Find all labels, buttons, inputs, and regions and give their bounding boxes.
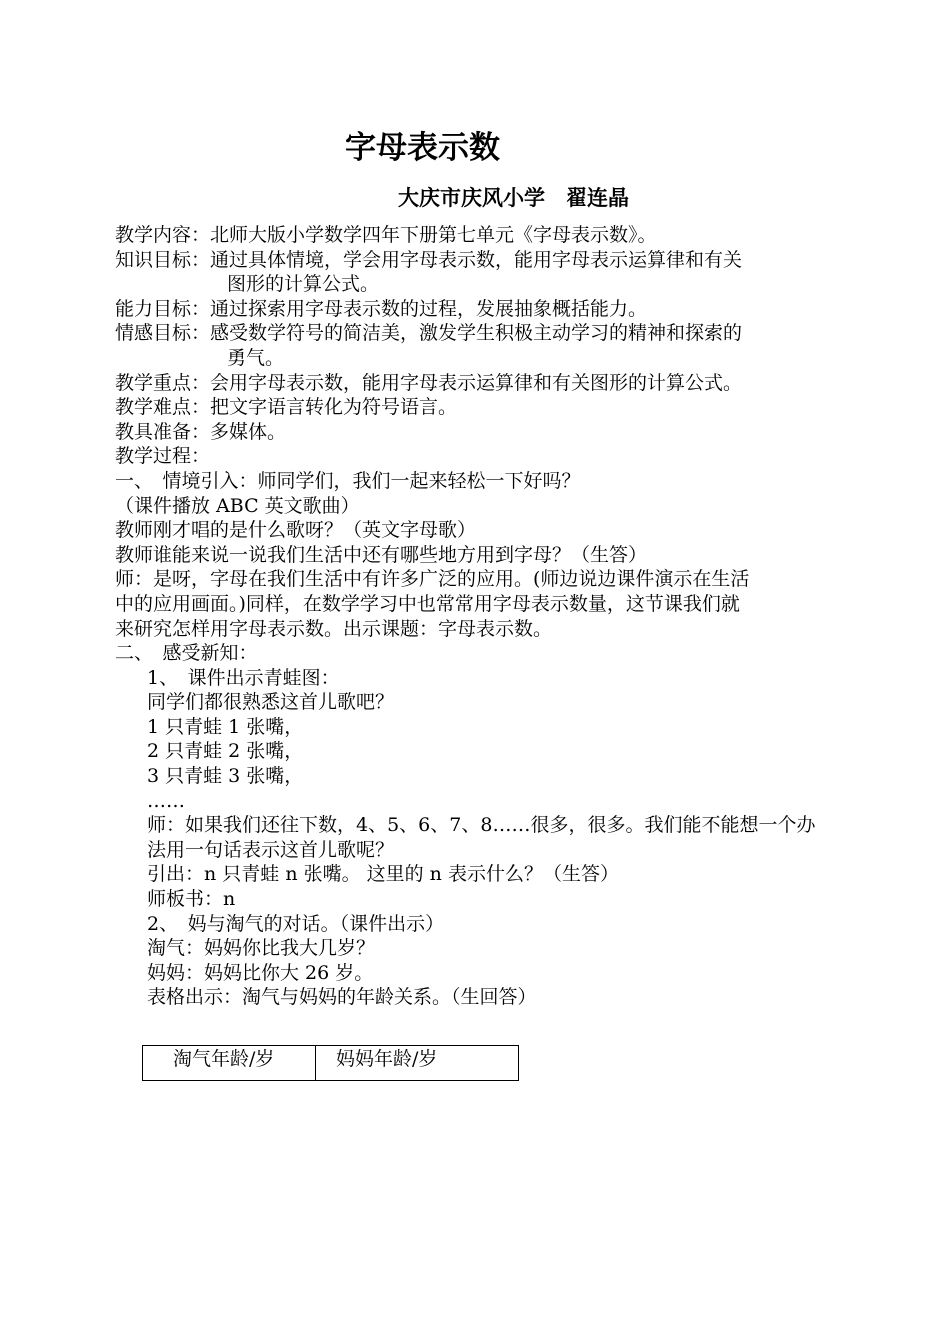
text-line: 引出：n 只青蛙 n 张嘴。 这里的 n 表示什么？（生答） bbox=[147, 863, 619, 886]
document-body bbox=[115, 223, 840, 1010]
text-line: 知识目标：通过具体情境，学会用字母表示数，能用字母表示运算律和有关 bbox=[115, 248, 743, 271]
text-line: 教学难点：把文字语言转化为符号语言。 bbox=[115, 396, 458, 419]
document-title: 字母表示数 bbox=[345, 130, 500, 166]
text-line: 来研究怎样用字母表示数。出示课题：字母表示数。 bbox=[115, 617, 553, 640]
text-line: 同学们都很熟悉这首儿歌吧？ bbox=[147, 691, 395, 714]
text-line: 淘气：妈妈你比我大几岁？ bbox=[147, 937, 376, 960]
age-table bbox=[142, 1045, 519, 1081]
table-row bbox=[143, 1046, 519, 1081]
document-author: 大庆市庆风小学 翟连晶 bbox=[398, 186, 629, 210]
text-line: 二、 感受新知： bbox=[115, 642, 258, 665]
text-line: 教师谁能来说一说我们生活中还有哪些地方用到字母？（生答） bbox=[115, 543, 648, 566]
text-line: 3 只青蛙 3 张嘴， bbox=[147, 765, 304, 788]
text-line: 师：是呀，字母在我们生活中有许多广泛的应用。(师边说边课件演示在生活 bbox=[115, 568, 750, 591]
text-line: 教具准备：多媒体。 bbox=[115, 420, 287, 443]
text-line: 2 只青蛙 2 张嘴， bbox=[147, 740, 304, 763]
table-header-cell: 妈妈年龄/岁 bbox=[316, 1046, 519, 1081]
text-line: 一、 情境引入：师同学们，我们一起来轻松一下好吗？ bbox=[115, 469, 581, 492]
text-line: 1、 课件出示青蛙图： bbox=[147, 666, 340, 689]
text-line: 图形的计算公式。 bbox=[227, 273, 380, 296]
text-line: 能力目标：通过探索用字母表示数的过程，发展抽象概括能力。 bbox=[115, 297, 648, 320]
text-line: …… bbox=[147, 789, 185, 812]
text-line: 1 只青蛙 1 张嘴， bbox=[147, 715, 304, 738]
text-line: 师板书：n bbox=[147, 888, 236, 911]
text-line: 中的应用画面。)同样，在数学学习中也常常用字母表示数量，这节课我们就 bbox=[115, 592, 740, 615]
text-line: 表格出示：淘气与妈妈的年龄关系。（生回答） bbox=[147, 986, 537, 1009]
text-line: 教学过程： bbox=[115, 445, 211, 468]
text-line: 2、 妈与淘气的对话。（课件出示） bbox=[147, 912, 445, 935]
text-line: 教学内容：北师大版小学数学四年下册第七单元《字母表示数》。 bbox=[115, 224, 657, 246]
table-header-cell: 淘气年龄/岁 bbox=[143, 1046, 316, 1081]
text-line: 法用一句话表示这首儿歌呢？ bbox=[147, 838, 395, 861]
text-line: 情感目标：感受数学符号的简洁美，激发学生积极主动学习的精神和探索的 bbox=[115, 322, 743, 345]
text-line: 教师刚才唱的是什么歌呀？（英文字母歌） bbox=[115, 519, 477, 542]
text-line: 妈妈：妈妈比你大 26 岁。 bbox=[147, 961, 374, 984]
text-line: 师：如果我们还往下数，4、5、6、7、8……很多，很多。我们能不能想一个办 bbox=[147, 814, 816, 837]
text-line: 教学重点：会用字母表示数，能用字母表示运算律和有关图形的计算公式。 bbox=[115, 371, 743, 394]
text-line: （课件播放 ABC 英文歌曲） bbox=[115, 494, 360, 517]
text-line: 勇气。 bbox=[227, 346, 285, 369]
